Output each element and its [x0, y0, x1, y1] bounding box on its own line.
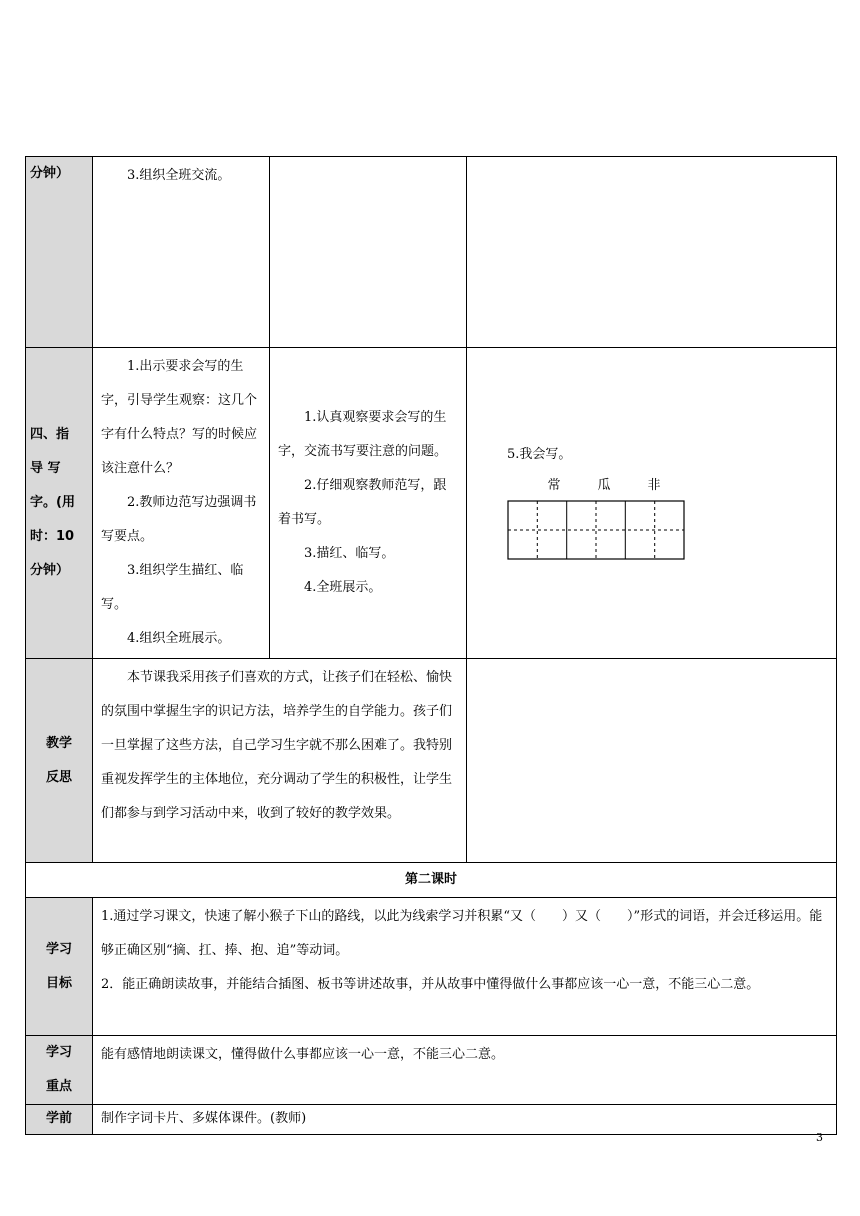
row-continue-notes [467, 157, 837, 348]
row-continue-teacher [93, 157, 270, 348]
row-reflection [26, 659, 837, 863]
row-goals [26, 898, 837, 1036]
teacher-step: 4.组织全班展示。 [127, 631, 231, 646]
student-step: 3.描红、临写。 [304, 546, 395, 561]
student-step: 1.认真观察要求会写的生字，交流书写要注意的问题。 [278, 410, 448, 459]
exercise-title: 5.我会写。 [507, 447, 572, 462]
reflection-text-cell [93, 659, 467, 863]
label-line: 学习 [45, 1045, 72, 1060]
row-focus [26, 1036, 837, 1105]
prep-text: 制作字词卡片、多媒体课件。(教师) [93, 1105, 837, 1135]
teacher-step: 3.组织学生描红、临写。 [101, 563, 244, 612]
reflection-notes [467, 659, 837, 863]
row-focus-label [26, 1036, 93, 1105]
row-continue [26, 157, 837, 348]
exercise-char: 常 [547, 478, 561, 493]
label-line: 反思 [45, 769, 72, 785]
label-line: 四、指 [30, 427, 70, 442]
goals-text-cell [93, 898, 837, 1036]
row-write-student [270, 348, 467, 659]
exercise-char: 瓜 [597, 478, 611, 493]
row-goals-label [26, 898, 93, 1036]
row-write-teacher [93, 348, 270, 659]
row-write-label [26, 348, 93, 659]
page-number: 3 [816, 1131, 823, 1144]
row-write-exercise [467, 348, 837, 659]
label-line: 重点 [45, 1079, 72, 1094]
goal-item: 1.通过学习课文，快速了解小猴子下山的路线，以此为线索学习并积累“又（ ）又（ ）”形式的词语，并会迁移运用。能够正确区别“摘、扛、捧、抱、追”等动词。 [101, 909, 823, 958]
focus-text-cell [93, 1036, 837, 1105]
row-reflection-label [26, 659, 93, 863]
teacher-step: 2.教师边范写边强调书写要点。 [101, 495, 257, 544]
teacher-step: 3.组织全班交流。 [127, 168, 231, 183]
label-line: 时：10 [30, 529, 75, 544]
goal-item: 2．能正确朗读故事，并能结合插图、板书等讲述故事，并从故事中懂得做什么事都应该一心一意，不能三心二意。 [101, 977, 760, 992]
row-continue-label: 分钟） [26, 157, 93, 348]
teacher-step: 1.出示要求会写的生字，引导学生观察：这几个字有什么特点？写的时候应该注意什么？ [101, 359, 258, 476]
lesson-plan-table [25, 156, 837, 1135]
lesson-title: 第二课时 [26, 863, 837, 898]
label-line: 教学 [45, 735, 72, 751]
label-line: 字。(用 [30, 495, 75, 510]
label-line: 目标 [45, 975, 72, 991]
row-write [26, 348, 837, 659]
student-step: 2.仔细观察教师范写，跟着书写。 [278, 478, 447, 527]
row-continue-student [270, 157, 467, 348]
label-line: 学习 [45, 941, 72, 957]
label-line: 分钟） [30, 563, 70, 578]
exercise-char: 非 [647, 478, 661, 493]
lesson-plan-table-frame [25, 156, 836, 1135]
reflection-text: 本节课我采用孩子们喜欢的方式，让孩子们在轻松、愉快的氛围中掌握生字的识记方法，培养学生的自学能力。孩子们一旦掌握了这些方法，自己学习生字就不那么困难了。我特别重视发挥学生的主体地位，充分调动了学生的积极性，让学生们都参与到学习活动中来，收到了较好的教学效果。 [101, 670, 453, 821]
row-lesson-title [26, 863, 837, 898]
row-prep-label: 学前 [26, 1105, 93, 1135]
writing-grid [507, 500, 836, 562]
exercise-chars [529, 476, 679, 496]
focus-text: 能有感情地朗读课文，懂得做什么事都应该一心一意，不能三心二意。 [101, 1047, 505, 1062]
row-prep [26, 1105, 837, 1135]
label-line: 导 写 [30, 461, 61, 476]
student-step: 4.全班展示。 [304, 580, 382, 595]
